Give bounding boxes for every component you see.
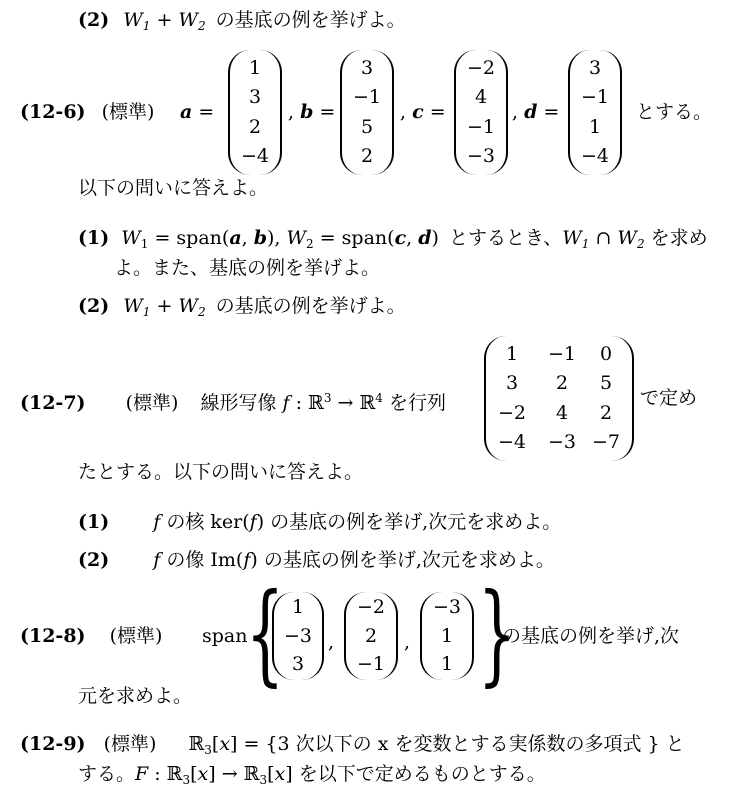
problem-number: (12-8) (20, 625, 86, 647)
problem-text: 3 次以下の x を変数とする実係数の多項式 (277, 733, 642, 755)
math-expression: ℝ$_3$[x] = { (188, 733, 278, 757)
problem-12-8-line2: 元を求めよ。 (78, 685, 193, 707)
vector-label-a: a = (180, 101, 215, 123)
comma: , (404, 631, 411, 653)
matrix-entry: 5 (599, 372, 613, 394)
matrix-entry: 3 (505, 372, 519, 394)
span-vector-1 (272, 592, 324, 680)
vector-label-c: , c = (400, 101, 446, 123)
vector-c-matrix (454, 50, 508, 175)
matrix-entry: −3 (547, 431, 576, 453)
vector-entry: 3 (291, 653, 305, 675)
vector-d-entry: −4 (580, 145, 609, 167)
vector-b-entry: 2 (360, 145, 374, 167)
question-number: (1) (78, 511, 110, 533)
question-text: の基底の例を挙げ,次元を求めよ。 (263, 549, 555, 571)
vector-c-entry: −3 (466, 145, 495, 167)
math-expression: f : ℝ$^3$ → ℝ$^4$ (282, 391, 383, 414)
vector-c-entry: 4 (474, 86, 488, 108)
matrix-entry: 0 (599, 343, 613, 365)
problem-12-9-header (20, 732, 685, 762)
math-expression: $W_1$ = span(a, b), $W_2$ = span(c, d) (121, 227, 439, 251)
problem-12-9-line2 (78, 762, 546, 792)
problem-text: を以下で定めるものとする。 (298, 763, 546, 785)
matrix-entry: −2 (497, 402, 526, 424)
problem-12-6-q1 (78, 226, 708, 256)
math-expression: F : ℝ$_3$[x] → ℝ$_3$[x] (135, 763, 293, 787)
vector-label-d: , d = (512, 101, 560, 123)
vector-b-entry: −1 (352, 86, 381, 108)
vector-a-entry: 2 (248, 116, 262, 138)
vector-d-entry: 1 (588, 116, 602, 138)
question-number: (2) (78, 295, 110, 317)
difficulty-label: (標準) (125, 392, 179, 414)
vector-entry: −1 (356, 653, 385, 675)
span-vector-3 (420, 592, 474, 680)
vector-d-matrix (568, 50, 622, 175)
problem-number: (12-6) (20, 101, 86, 123)
math-expression: $W_1 + W_2$ (123, 9, 206, 33)
question-text: とするとき、 (449, 227, 563, 249)
vector-b-matrix (340, 50, 394, 175)
math-expression: f の像 Im(f) (153, 549, 258, 571)
problem-tail: で定め (640, 387, 698, 409)
vector-a-matrix (228, 50, 282, 175)
comma: , (328, 631, 335, 653)
question-number: (2) (78, 549, 110, 571)
vector-entry: 1 (440, 625, 454, 647)
left-brace: { (245, 569, 285, 697)
matrix-f (484, 336, 634, 461)
vector-entry: 1 (440, 653, 454, 675)
vector-a-entry: 3 (248, 86, 262, 108)
span-vector-2 (344, 592, 398, 680)
matrix-entry: −4 (497, 431, 526, 453)
difficulty-label: (標準) (101, 101, 155, 123)
matrix-entry: 2 (555, 372, 569, 394)
difficulty-label: (標準) (103, 733, 157, 755)
problem-12-7-line2: たとする。以下の問いに答えよ。 (78, 461, 364, 483)
problem-number: (12-7) (20, 392, 86, 414)
math-expression: $W_1 + W_2$ (123, 295, 206, 319)
vector-c-entry: −2 (466, 57, 495, 79)
problem-12-7-q1 (78, 510, 561, 534)
problem-text: を行列 (388, 392, 446, 414)
right-brace: } (477, 569, 517, 697)
problem-tail: とする。 (636, 101, 713, 123)
question-number: (2) (78, 9, 110, 31)
vector-label-b: , b = (288, 101, 336, 123)
math-expression: $W_1$ ∩ $W_2$ (562, 227, 645, 251)
problem-prev-q2 (78, 8, 406, 38)
problem-tail: と (665, 733, 685, 755)
vector-b-entry: 3 (360, 57, 374, 79)
problem-12-8-header (20, 624, 162, 648)
difficulty-label: (標準) (109, 625, 163, 647)
matrix-entry: 1 (505, 343, 519, 365)
vector-entry: −2 (356, 596, 385, 618)
question-text: の基底の例を挙げよ。 (215, 295, 406, 317)
problem-12-6-q2 (78, 294, 406, 324)
problem-tail: の基底の例を挙げ,次 (502, 625, 680, 647)
problem-text: 線形写像 (200, 392, 277, 414)
span-label: span (202, 625, 248, 647)
vector-entry: −3 (432, 596, 461, 618)
question-text: の基底の例を挙げ,次元を求めよ。 (270, 511, 562, 533)
matrix-entry: −1 (547, 343, 576, 365)
problem-text: する。 (78, 763, 136, 785)
vector-a-entry: 1 (248, 57, 262, 79)
vector-entry: 1 (291, 596, 305, 618)
question-number: (1) (78, 227, 110, 249)
problem-12-6-q1-cont: よ。また、基底の例を挙げよ。 (114, 257, 381, 279)
vector-b-entry: 5 (360, 116, 374, 138)
matrix-entry: 2 (599, 402, 613, 424)
math-expression: f の核 ker(f) (153, 511, 265, 533)
matrix-entry: 4 (555, 402, 569, 424)
vector-a-entry: −4 (240, 145, 269, 167)
problem-number: (12-9) (20, 733, 86, 755)
question-text: の基底の例を挙げよ。 (215, 9, 406, 31)
question-text: を求め (650, 227, 708, 249)
vector-d-entry: −1 (580, 86, 609, 108)
problem-12-6-line2: 以下の問いに答えよ。 (78, 177, 269, 199)
vector-entry: 2 (364, 625, 378, 647)
matrix-entry: −7 (591, 431, 620, 453)
vector-d-entry: 3 (588, 57, 602, 79)
math-expression: } (641, 733, 660, 755)
problem-12-6-header (20, 100, 154, 124)
vector-c-entry: −1 (466, 116, 495, 138)
vector-entry: −3 (283, 625, 312, 647)
problem-12-7-header (20, 386, 446, 415)
